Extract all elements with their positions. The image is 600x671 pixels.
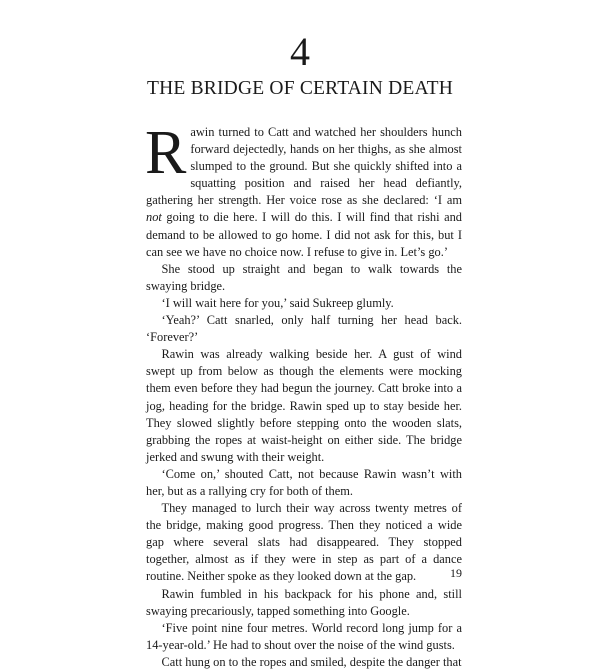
page-number: 19	[450, 566, 462, 580]
paragraph-3: ‘I will wait here for you,’ said Sukreep glumly.	[161, 295, 394, 310]
emphasis-not: not	[146, 210, 162, 225]
chapter-title: THE BRIDGE OF CERTAIN DEATH	[147, 78, 453, 99]
chapter-number: 4	[290, 29, 310, 74]
paragraph-10: Catt hung on to the ropes and smiled, despite the danger that	[161, 654, 462, 669]
paragraph-6: ‘Come on,’ shouted Catt, not because Rawin wasn’t with her, but as a rallying cry for both of them.	[146, 466, 462, 498]
paragraph-7: They managed to lurch their way across twenty metres of the bridge, making good progress. Then they noticed a wide gap where several slats had disappeared. They stopped together, almost as if they were in step as part of a dance routine. Neither spoke as they looked down at the gap.	[146, 501, 462, 584]
paragraph-2: She stood up straight and began to walk towards the swaying bridge.	[146, 261, 462, 293]
paragraph-9: ‘Five point nine four metres. World record long jump for a 14-year-old.’ He had to shout over the noise of the wind gusts.	[146, 620, 462, 652]
paragraph-1	[145, 119, 462, 261]
paragraph-8: Rawin fumbled in his backpack for his phone and, still swaying precariously, tapped something into Google.	[146, 586, 462, 618]
paragraph-5: Rawin was already walking beside her. A gust of wind swept up from below as though the elements were mocking them even before they had begun the journey. Catt broke into a jog, heading for the bridge. Rawin sped up to stay beside her. They slowed slightly before stepping onto the wooden slats, grabbing the ropes at waist-height on either side. The bridge jerked and swung with their weight.	[146, 347, 462, 464]
paragraph-1-part-b: going to die here. I will do this. I will find that rishi and demand to be allowed to go home. I did not ask for this, but I can see we have no choice now. I refuse to give in. Let’s go.’	[146, 210, 462, 259]
paragraph-1-part-a: awin turned to Catt and watched her shoulders hunch forward dejectedly, hands on her thighs, as she almost slumped to the ground. But she quickly shifted into a squatting position and raised her head defiantly, gathering her strength. Her voice rose as she declared: ‘I am	[146, 125, 462, 208]
paragraph-4: ‘Yeah?’ Catt snarled, only half turning her head back. ‘Forever?’	[146, 313, 462, 345]
body-text	[145, 119, 462, 671]
drop-cap: R	[145, 119, 187, 187]
